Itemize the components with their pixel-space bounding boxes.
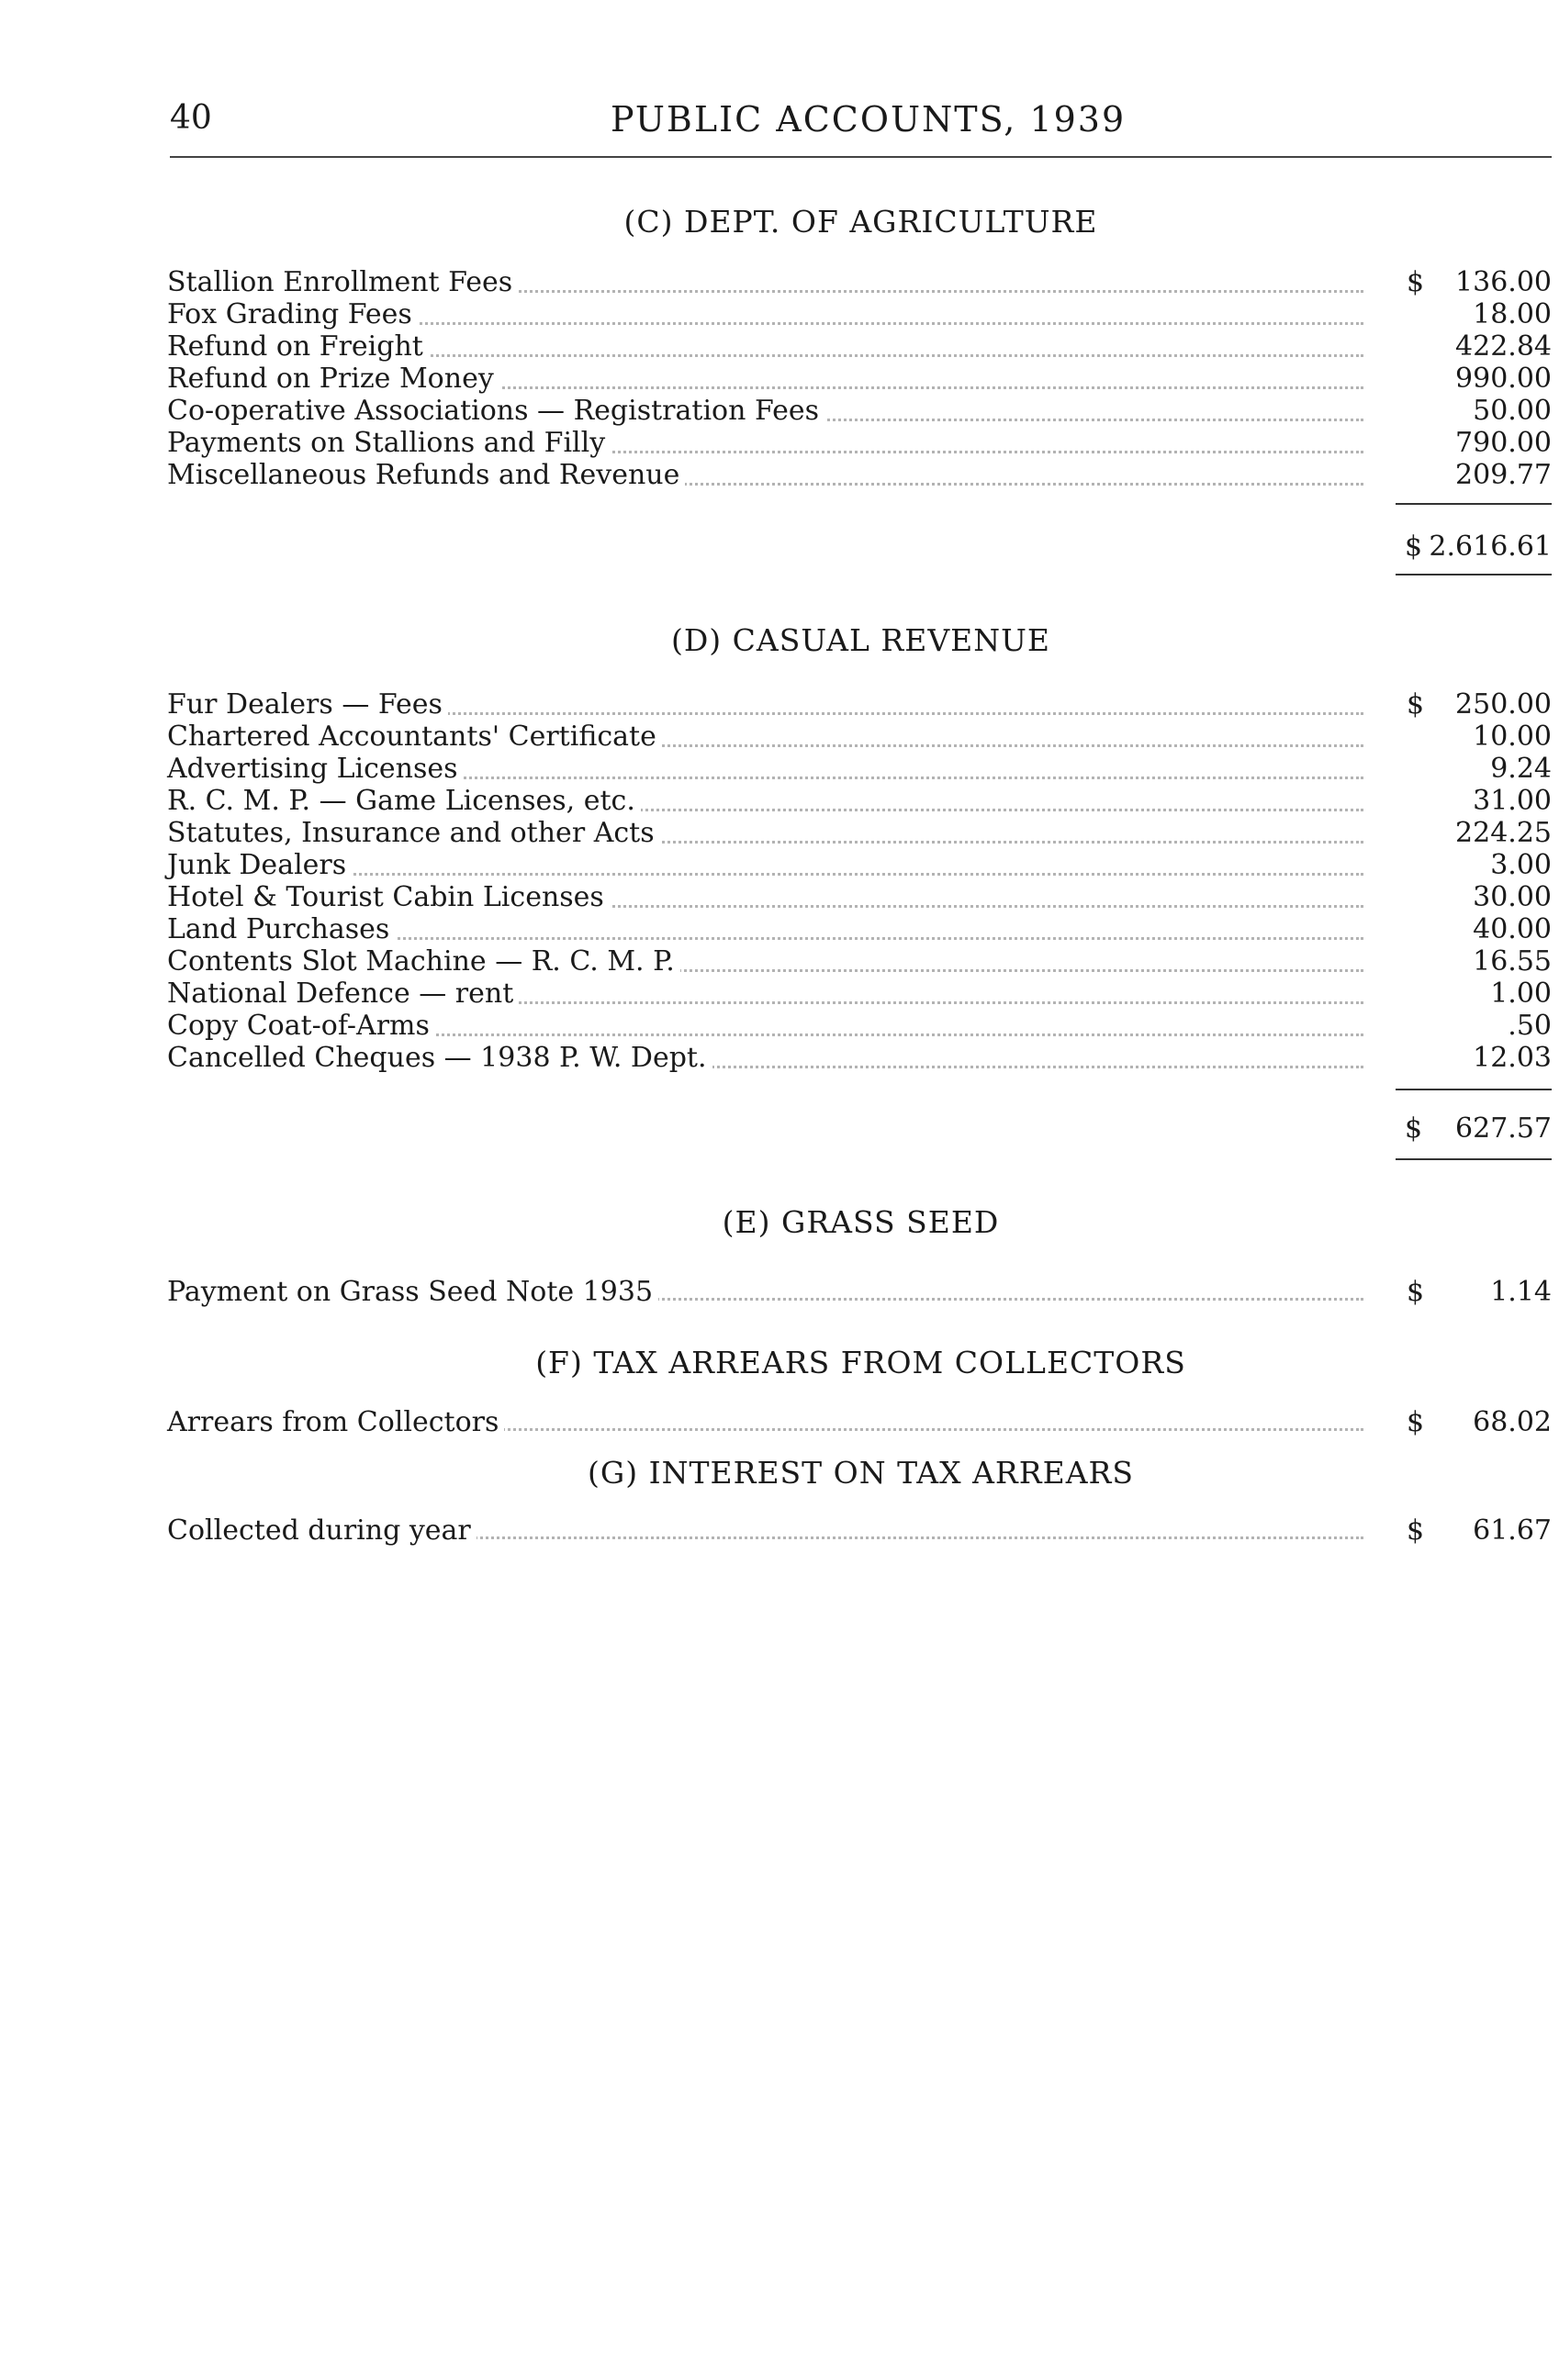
section-heading-grass-seed: (E) GRASS SEED [722,1204,1000,1240]
dollar-sign: $ [1407,688,1425,721]
subtotal-rule [1396,1089,1552,1090]
entry-amount: 16.55 [1473,945,1552,978]
grass-seed-entries [167,1274,1552,1311]
entry-amount: 10.00 [1473,721,1552,753]
entry-row [167,913,1552,945]
entry-label: Refund on Prize Money [167,363,499,395]
dollar-sign: $ [1407,1514,1425,1547]
entry-row [167,330,1552,363]
entry-row [167,1042,1552,1074]
entry-label: Stallion Enrollment Fees [167,266,518,298]
entry-amount: 31.00 [1473,785,1552,817]
tax-arrears-entries [167,1404,1552,1441]
entry-amount: 61.67 [1473,1514,1552,1547]
entry-row [167,978,1552,1010]
entry-label: R. C. M. P. — Game Licenses, etc. [167,785,641,817]
entry-label: Co-operative Associations — Registration Fees [167,395,824,427]
section-heading-agriculture: (C) DEPT. OF AGRICULTURE [623,204,1098,240]
entry-amount: 30.00 [1473,881,1552,913]
entry-label: Contents Slot Machine — R. C. M. P. [167,945,680,978]
total-rule [1396,574,1552,575]
entry-amount: 18.00 [1473,298,1552,330]
total-amount: 2.616.61 [1429,531,1552,563]
header-rule [170,156,1552,158]
entry-row [167,427,1552,459]
entry-label: Collected during year [167,1513,477,1549]
entry-amount: 68.02 [1473,1406,1552,1438]
entry-label: Hotel & Tourist Cabin Licenses [167,881,610,913]
entry-amount: 224.25 [1455,817,1552,849]
entry-label: Advertising Licenses [167,753,464,785]
dollar-sign: $ [1407,1276,1425,1308]
entry-row [167,363,1552,395]
page-header [170,99,1552,154]
entry-label: Statutes, Insurance and other Acts [167,817,660,849]
entry-label: Cancelled Cheques — 1938 P. W. Dept. [167,1042,712,1074]
entry-row [167,1274,1552,1311]
entry-amount: .50 [1508,1010,1552,1042]
casual-revenue-entries [167,688,1552,1074]
section-heading-tax-arrears: (F) TAX ARREARS FROM COLLECTORS [535,1345,1186,1380]
entry-amount: 9.24 [1490,753,1552,785]
total-amount: 627.57 [1455,1112,1552,1145]
entry-row [167,298,1552,330]
entry-label: Miscellaneous Refunds and Revenue [167,459,685,491]
entry-row [167,1404,1552,1441]
entry-row [167,459,1552,491]
entry-row [167,945,1552,978]
entry-label: Land Purchases [167,913,395,945]
entry-amount: 1.14 [1490,1276,1552,1308]
entry-amount: 12.03 [1473,1042,1552,1074]
entry-amount: 209.77 [1455,459,1552,491]
interest-entries [167,1513,1552,1549]
entry-amount: 50.00 [1473,395,1552,427]
dollar-sign: $ [1407,1406,1425,1438]
entry-label: Payments on Stallions and Filly [167,427,611,459]
entry-amount: 40.00 [1473,913,1552,945]
entry-label: Payment on Grass Seed Note 1935 [167,1274,658,1311]
entry-amount: 422.84 [1455,330,1552,363]
entry-row [167,753,1552,785]
agriculture-entries [167,266,1552,491]
dollar-sign: $ [1405,531,1423,563]
entry-row [167,1513,1552,1549]
section-heading-interest: (G) INTEREST ON TAX ARREARS [588,1455,1134,1491]
entry-amount: 1.00 [1490,978,1552,1010]
section-heading-casual-revenue: (D) CASUAL REVENUE [670,622,1051,658]
subtotal-rule [1396,503,1552,505]
entry-row [167,817,1552,849]
entry-label: Refund on Freight [167,330,429,363]
entry-row [167,849,1552,881]
entry-label: Junk Dealers [167,849,352,881]
page-title: PUBLIC ACCOUNTS, 1939 [611,99,1127,140]
entry-row [167,881,1552,913]
entry-row [167,266,1552,298]
entry-row [167,1010,1552,1042]
total-rule [1396,1158,1552,1160]
entry-label: Fur Dealers — Fees [167,688,448,721]
entry-label: National Defence — rent [167,978,519,1010]
page-number: 40 [170,99,212,137]
entry-row [167,688,1552,721]
entry-amount: 3.00 [1490,849,1552,881]
entry-label: Arrears from Collectors [167,1404,504,1441]
entry-row [167,395,1552,427]
entry-label: Copy Coat-of-Arms [167,1010,435,1042]
entry-amount: 790.00 [1455,427,1552,459]
total-row-casual-revenue [1396,1111,1552,1147]
entry-row [167,785,1552,817]
entry-row [167,721,1552,753]
entry-label: Fox Grading Fees [167,298,418,330]
entry-amount: 136.00 [1455,266,1552,298]
total-row-agriculture [1396,529,1552,565]
entry-amount: 250.00 [1455,688,1552,721]
entry-label: Chartered Accountants' Certificate [167,721,662,753]
dollar-sign: $ [1405,1112,1423,1145]
dollar-sign: $ [1407,266,1425,298]
entry-amount: 990.00 [1455,363,1552,395]
